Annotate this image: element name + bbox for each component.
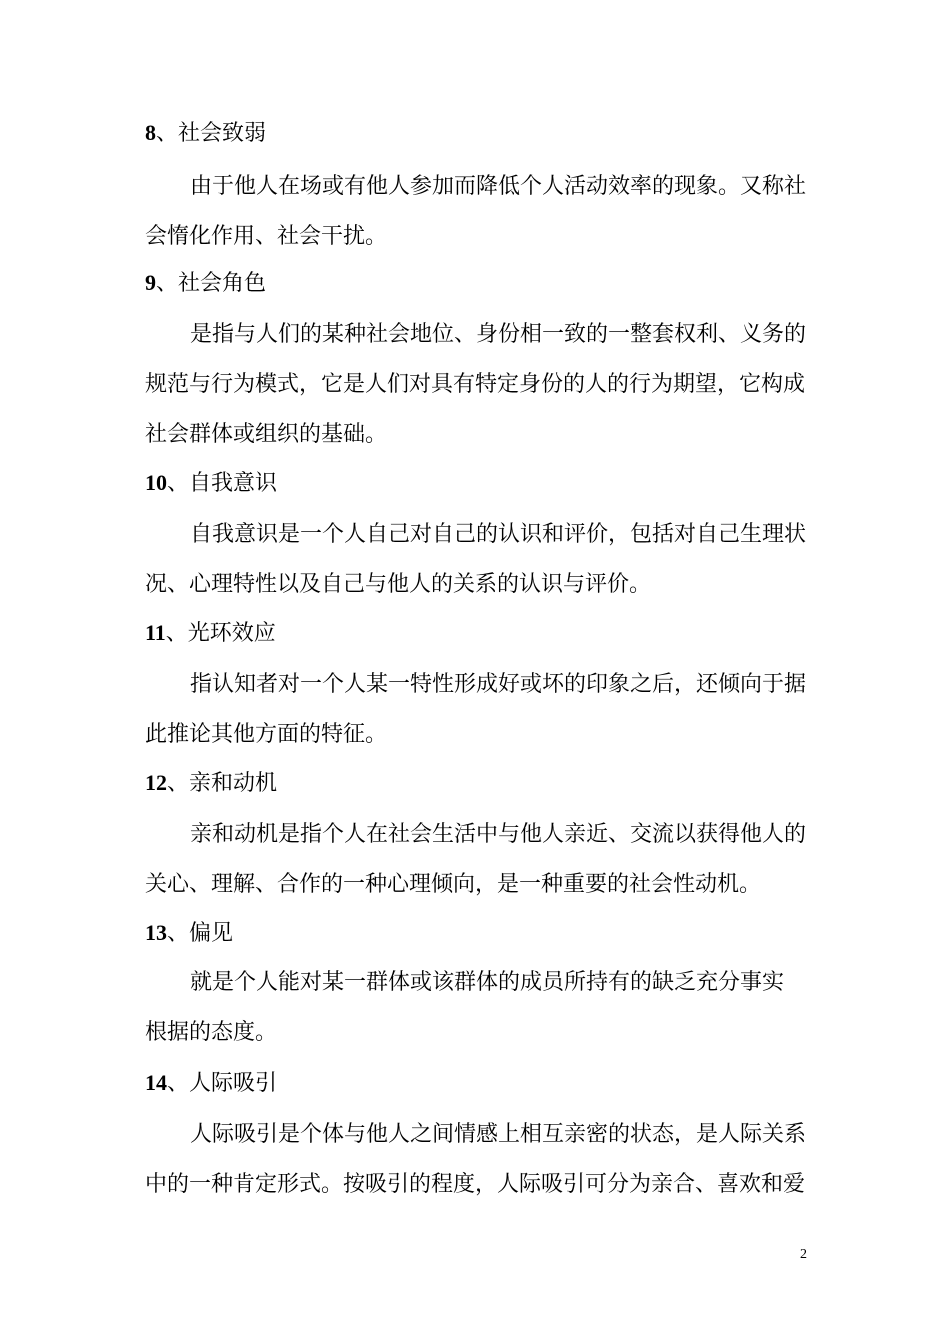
definition-line: 况、心理特性以及自己与他人的关系的认识与评价。	[145, 572, 652, 597]
term-title: 、光环效应	[165, 621, 276, 646]
term-heading	[145, 268, 266, 299]
definition-line: 就是个人能对某一群体或该群体的成员所持有的缺乏充分事实	[190, 970, 785, 995]
term-heading	[145, 768, 277, 799]
term-number: 12	[145, 770, 167, 795]
term-title: 、社会致弱	[156, 121, 267, 146]
term-title: 、自我意识	[167, 471, 278, 496]
definition-line: 此推论其他方面的特征。	[145, 722, 388, 747]
term-number: 8	[145, 120, 156, 145]
definition-line: 社会群体或组织的基础。	[145, 422, 388, 447]
term-number: 11	[145, 620, 166, 645]
definition-line: 是指与人们的某种社会地位、身份相一致的一整套权利、义务的	[190, 322, 807, 347]
term-heading	[145, 918, 233, 949]
definition-line: 会惰化作用、社会干扰。	[145, 224, 388, 249]
term-title: 、社会角色	[156, 271, 267, 296]
definition-line: 关心、理解、合作的一种心理倾向，是一种重要的社会性动机。	[145, 872, 762, 897]
page-number: 2	[800, 1247, 807, 1262]
term-title: 、亲和动机	[167, 771, 278, 796]
term-heading	[145, 1068, 277, 1099]
term-heading	[145, 468, 277, 499]
term-heading	[145, 118, 266, 149]
definition-line: 指认知者对一个人某一特性形成好或坏的印象之后，还倾向于据	[190, 672, 807, 697]
definition-line: 自我意识是一个人自己对自己的认识和评价，包括对自己生理状	[190, 522, 807, 547]
definition-line: 亲和动机是指个人在社会生活中与他人亲近、交流以获得他人的	[190, 822, 807, 847]
term-title: 、偏见	[167, 921, 234, 946]
definition-line: 根据的态度。	[145, 1020, 278, 1045]
definition-line: 规范与行为模式，它是人们对具有特定身份的人的行为期望，它构成	[145, 372, 806, 397]
term-number: 14	[145, 1070, 167, 1095]
definition-line: 由于他人在场或有他人参加而降低个人活动效率的现象。又称社	[190, 174, 807, 199]
term-number: 9	[145, 270, 156, 295]
term-title: 、人际吸引	[167, 1071, 278, 1096]
term-number: 13	[145, 920, 167, 945]
definition-line: 人际吸引是个体与他人之间情感上相互亲密的状态，是人际关系	[190, 1122, 807, 1147]
definition-line: 中的一种肯定形式。按吸引的程度，人际吸引可分为亲合、喜欢和爱	[145, 1172, 806, 1197]
term-heading	[145, 618, 276, 649]
term-number: 10	[145, 470, 167, 495]
